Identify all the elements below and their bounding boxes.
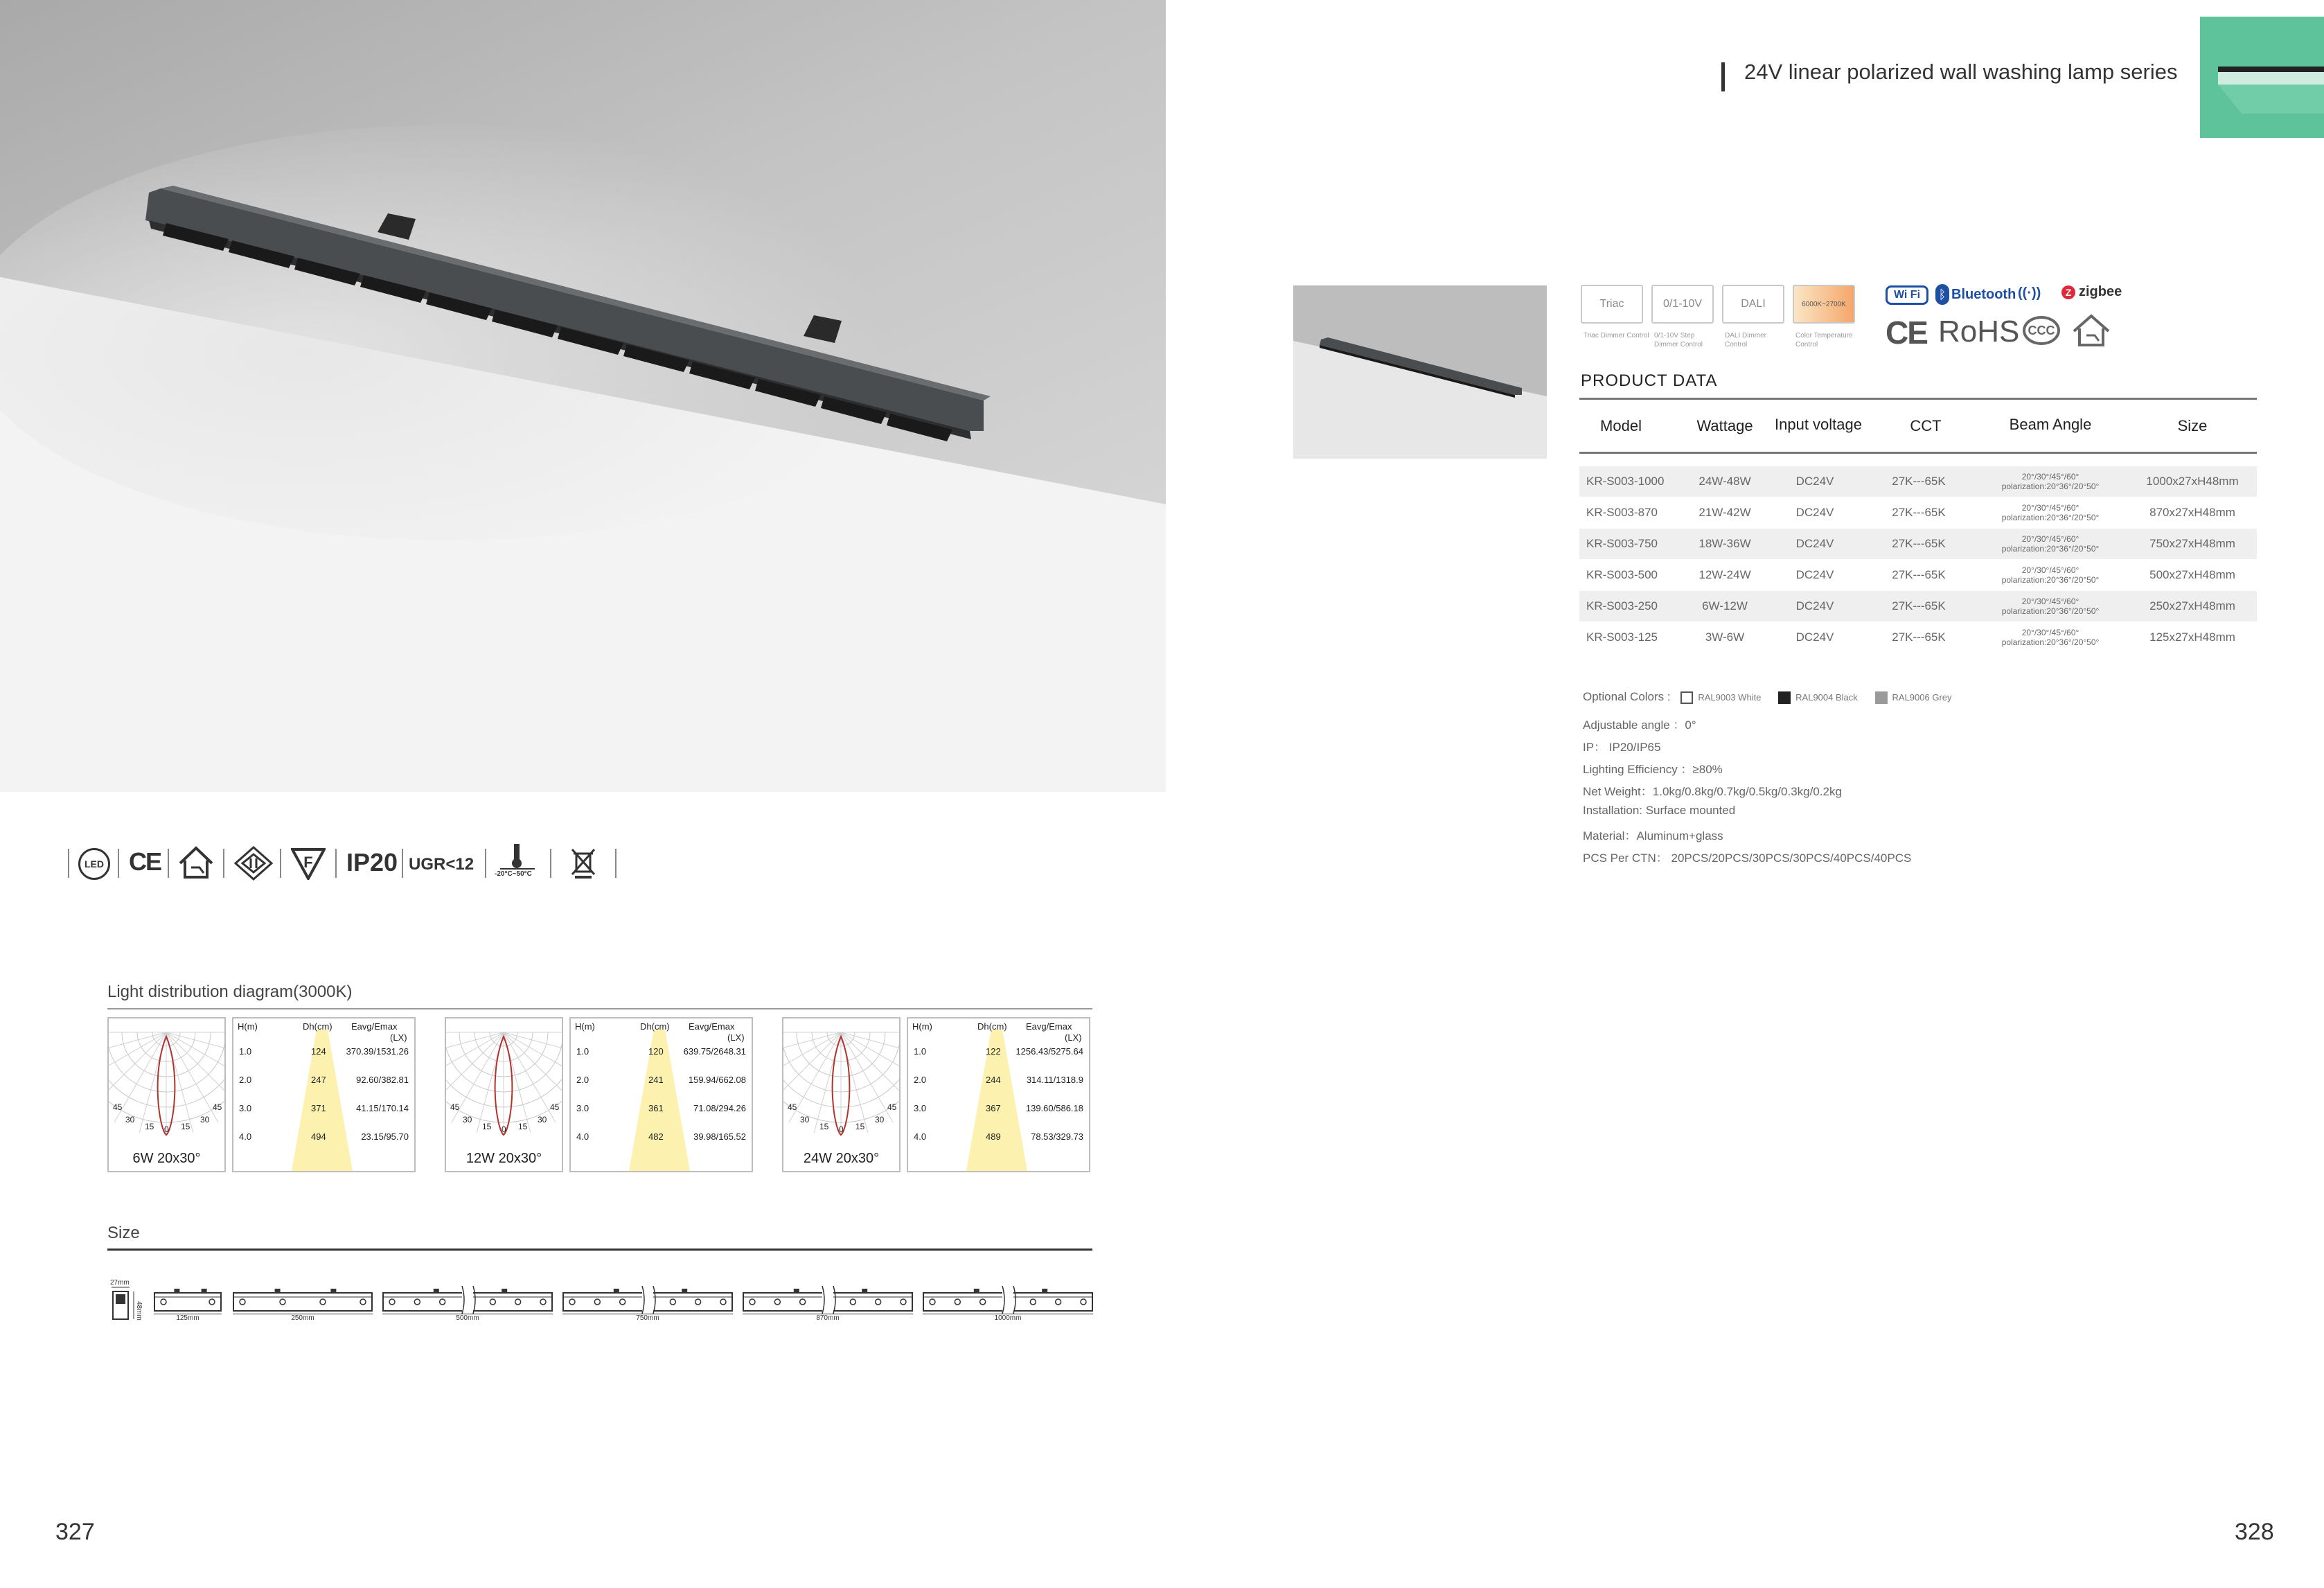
polar-diagram: [445, 1017, 563, 1172]
lamp-outline: [743, 1283, 913, 1314]
tbl-cell-dh: 489: [986, 1131, 1001, 1142]
polar-tick-label: 45: [450, 1102, 460, 1112]
length-dimension: 125mm: [154, 1314, 222, 1322]
polar-tick-label: 45: [788, 1102, 797, 1112]
cell-wattage: 6W-12W: [1702, 599, 1748, 612]
cell-voltage: DC24V: [1795, 599, 1834, 612]
polarization-line: polarization:20°36°/20°50°: [2001, 513, 2100, 522]
length-drawing: [562, 1283, 733, 1323]
step-dimmer-label: 0/1-10V: [1662, 298, 1703, 310]
temperature-text: -20°C~50°C: [495, 870, 532, 878]
polar-tick-label: 45: [887, 1102, 897, 1112]
cert-divider: [223, 849, 224, 878]
page-title: 24V linear polarized wall washing lamp series: [1744, 60, 2178, 84]
tbl-cell-eavg: 41.15/170.14: [356, 1103, 409, 1113]
weee-bin-icon: [569, 847, 597, 883]
triac-label: Triac: [1599, 298, 1624, 310]
tbl-cell-dh: 494: [311, 1131, 326, 1142]
tbl-cell-dh: 371: [311, 1103, 326, 1113]
cell-size: 750x27xH48mm: [2149, 537, 2235, 550]
beam-angle-text: [2002, 597, 2100, 616]
break-line: [833, 1286, 835, 1314]
cell-size: 870x27xH48mm: [2149, 506, 2235, 519]
tbl-h-eavg: Eavg/Emax: [689, 1021, 735, 1032]
polar-tick-label: 0: [839, 1124, 844, 1134]
cell-wattage: 18W-36W: [1698, 537, 1751, 550]
lamp-outline: [562, 1283, 733, 1314]
tbl-cell-h: 3.0: [576, 1103, 589, 1113]
optional-colors-label: Optional Colors :: [1583, 690, 1671, 703]
beam-angle-line: 20°/30°/45°/60°: [2021, 503, 2079, 513]
lamp-lens: [850, 1299, 855, 1305]
tbl-cell-eavg: 639.75/2648.31: [683, 1046, 746, 1057]
zigbee-icon: Z: [2061, 285, 2075, 299]
lamp-lens: [569, 1299, 575, 1305]
wifi-badge: [1886, 285, 1928, 305]
lamp-bracket: [974, 1289, 979, 1293]
lamp-outline: [154, 1283, 222, 1314]
lamp-body: [233, 1293, 372, 1311]
color-swatch-black: [1778, 691, 1791, 704]
ip-rating-icon: IP20: [346, 848, 398, 876]
color-name-white: RAL9003 White: [1698, 692, 1762, 703]
tbl-cell-eavg: 92.60/382.81: [356, 1075, 409, 1085]
tbl-h-unit: (LX): [1065, 1032, 1082, 1043]
tbl-cell-h: 4.0: [576, 1131, 589, 1142]
cross-section-drawing: [107, 1279, 143, 1325]
lamp-lens: [209, 1299, 215, 1305]
zigbee-badge: [2061, 284, 2122, 300]
cert-divider: [615, 849, 617, 878]
cell-wattage: 24W-48W: [1698, 475, 1751, 488]
lamp-lens: [540, 1299, 546, 1305]
table-row: [1579, 560, 2257, 590]
class-ii-icon: [234, 846, 273, 884]
lamp-lens: [490, 1299, 495, 1305]
size-rule: [107, 1249, 1092, 1251]
bluetooth-icon: ᛒ: [1935, 284, 1949, 305]
polar-tick-label: 15: [518, 1122, 528, 1131]
tbl-cell-h: 2.0: [576, 1075, 589, 1085]
tbl-cell-eavg: 71.08/294.26: [693, 1103, 746, 1113]
tbl-cell-dh: 482: [648, 1131, 664, 1142]
polar-plot: [783, 1018, 899, 1150]
dali-label: DALI: [1741, 298, 1766, 310]
cct-caption: Color Temperature Control: [1795, 332, 1853, 349]
polar-tick-label: 0: [502, 1124, 506, 1134]
polar-plot: [446, 1018, 562, 1150]
tbl-h-h: H(m): [238, 1021, 258, 1032]
zigbee-text: zigbee: [2079, 284, 2122, 299]
cell-voltage: DC24V: [1795, 568, 1834, 581]
light-beam: [908, 1018, 1089, 1171]
cell-model: KR-S003-870: [1586, 506, 1658, 519]
cct-label: 6000K~2700K: [1802, 300, 1846, 308]
polar-tick-label: 30: [800, 1115, 810, 1124]
lamp-bracket: [275, 1289, 281, 1293]
break-line: [653, 1286, 655, 1314]
spec-lighting-efficiency: Lighting Efficiency ：≥80%: [1583, 763, 1723, 776]
polarization-line: polarization:20°36°/20°50°: [2001, 544, 2100, 554]
lamp-bracket: [330, 1289, 336, 1293]
table-row: [1579, 497, 2257, 528]
lamp-lens: [749, 1299, 755, 1305]
lamp-lens: [901, 1299, 906, 1305]
bluetooth-text: Bluetooth: [1951, 286, 2016, 302]
color-swatch-white: [1680, 691, 1693, 704]
cert-divider: [335, 849, 337, 878]
polar-tick-label: 0: [164, 1124, 169, 1134]
tbl-cell-h: 2.0: [914, 1075, 927, 1085]
cert-divider: [280, 849, 281, 878]
page-number-right: 328: [2235, 1519, 2274, 1545]
length-dimension: 1000mm: [923, 1314, 1093, 1322]
beam-angle-line: 20°/30°/45°/60°: [2021, 565, 2079, 575]
tbl-cell-h: 3.0: [914, 1103, 927, 1113]
tbl-cell-h: 1.0: [914, 1046, 927, 1057]
ce-mark: CE: [1886, 315, 1927, 351]
ccc-mark-icon: CCC: [2023, 316, 2060, 345]
rohs-mark: RoHS: [1938, 315, 2020, 349]
lamp-bracket: [682, 1289, 687, 1293]
lamp-bracket: [1042, 1289, 1047, 1293]
polar-tick-label: 30: [463, 1115, 472, 1124]
tbl-cell-h: 2.0: [239, 1075, 252, 1085]
lamp-bracket: [174, 1289, 179, 1293]
col-wattage: Wattage: [1696, 417, 1753, 434]
cct-control-box: [1793, 285, 1855, 324]
lamp-lens: [1030, 1299, 1036, 1305]
tbl-cell-eavg: 78.53/329.73: [1031, 1131, 1083, 1142]
tbl-cell-h: 1.0: [576, 1046, 589, 1057]
polar-tick-label: 30: [538, 1115, 547, 1124]
cell-size: 250x27xH48mm: [2149, 599, 2235, 612]
cell-cct: 27K---65K: [1892, 475, 1946, 488]
cert-divider: [402, 849, 403, 878]
cell-wattage: 12W-24W: [1698, 568, 1751, 581]
polar-diagram: [107, 1017, 226, 1172]
polar-tick-label: 15: [145, 1122, 154, 1131]
triac-caption: Triac Dimmer Control: [1584, 332, 1649, 339]
dali-caption: DALI Dimmer Control: [1725, 332, 1767, 349]
svg-text:F: F: [303, 854, 313, 871]
tbl-cell-h: 1.0: [239, 1046, 252, 1057]
wifi-text: Wi Fi: [1893, 289, 1921, 301]
lamp-lens: [670, 1299, 675, 1305]
tbl-cell-eavg: 159.94/662.08: [688, 1075, 746, 1085]
house-cert-icon: [2071, 313, 2111, 351]
tbl-cell-dh: 122: [986, 1046, 1001, 1057]
tbl-h-dh: Dh(cm): [640, 1021, 670, 1032]
length-drawing: [923, 1283, 1093, 1323]
beam-angle-text: [2002, 534, 2100, 554]
cell-model: KR-S003-750: [1586, 537, 1658, 550]
tbl-cell-eavg: 1256.43/5275.64: [1015, 1046, 1083, 1057]
tbl-h-unit: (LX): [390, 1032, 407, 1043]
tbl-cell-dh: 124: [311, 1046, 326, 1057]
step-dimmer-control-box: [1651, 285, 1714, 324]
length-dimension: 750mm: [562, 1314, 733, 1322]
polarization-line: polarization:20°36°/20°50°: [2001, 575, 2100, 585]
spec-pcs-per-ctn: PCS Per CTN： 20PCS/20PCS/30PCS/30PCS/40PCS/40PCS: [1583, 852, 1912, 865]
cert-divider: [118, 849, 119, 878]
tbl-cell-eavg: 314.11/1318.9: [1026, 1075, 1083, 1085]
cell-beam-angle: [1981, 497, 2120, 528]
length-drawing: [382, 1283, 553, 1323]
lamp-lens: [280, 1299, 285, 1305]
tbl-cell-dh: 247: [311, 1075, 326, 1085]
polar-tick-label: 30: [200, 1115, 210, 1124]
tbl-cell-h: 3.0: [239, 1103, 252, 1113]
lamp-lens: [620, 1299, 626, 1305]
cert-divider: [550, 849, 551, 878]
col-cct: CCT: [1910, 417, 1942, 434]
lamp-lens: [440, 1299, 445, 1305]
beam-angle-text: [2002, 503, 2100, 522]
lamp-lens: [720, 1299, 726, 1305]
color-swatch-grey: [1875, 691, 1888, 704]
beam-angle-line: 20°/30°/45°/60°: [2021, 472, 2079, 482]
table-row: [1579, 466, 2257, 497]
header-divider: [1721, 62, 1725, 91]
zwave-icon: ((·)): [2018, 285, 2041, 301]
tbl-cell-h: 4.0: [239, 1131, 252, 1142]
product-data-rule-header: [1579, 452, 2257, 454]
tbl-cell-dh: 241: [648, 1075, 664, 1085]
lamp-lens: [161, 1299, 166, 1305]
lamp-outline: [233, 1283, 373, 1314]
tbl-cell-eavg: 39.98/165.52: [693, 1131, 746, 1142]
table-row: [1579, 529, 2257, 559]
cell-voltage: DC24V: [1795, 475, 1834, 488]
polar-plot: [109, 1018, 224, 1150]
length-drawing: [233, 1283, 373, 1323]
lamp-lens: [955, 1299, 960, 1305]
cell-model: KR-S003-125: [1586, 630, 1658, 644]
col-beam-angle: Beam Angle: [2009, 416, 2092, 433]
diagram-label: 12W 20x30°: [465, 1151, 542, 1166]
lamp-lens: [1081, 1299, 1086, 1305]
step-dimmer-caption: 0/1-10V Step Dimmer Control: [1654, 332, 1703, 349]
product-photo: [0, 0, 1166, 792]
illuminance-table: [907, 1017, 1090, 1172]
triac-control-box: [1581, 285, 1643, 324]
cert-divider: [68, 849, 69, 878]
lamp-lens: [414, 1299, 420, 1305]
cell-model: KR-S003-500: [1586, 568, 1658, 581]
polar-tick-label: 45: [213, 1102, 222, 1112]
lamp-lens: [320, 1299, 326, 1305]
length-dimension: 250mm: [233, 1314, 373, 1322]
polar-tick-label: 30: [125, 1115, 135, 1124]
col-input-voltage: Input voltage: [1775, 416, 1862, 433]
series-thumbnail: [2200, 17, 2324, 138]
temperature-icon: [493, 842, 542, 881]
cell-model: KR-S003-250: [1586, 599, 1658, 612]
lamp-body: [154, 1293, 221, 1311]
tbl-h-unit: (LX): [727, 1032, 745, 1043]
light-distribution-rule: [107, 1008, 1092, 1009]
lamp-bracket: [794, 1289, 799, 1293]
beam-angle-text: [2002, 472, 2100, 491]
cell-beam-angle: [1981, 529, 2120, 559]
tbl-h-h: H(m): [575, 1021, 595, 1032]
spec-net-weight: Net Weight：1.0kg/0.8kg/0.7kg/0.5kg/0.3kg/0.2kg: [1583, 785, 1842, 798]
tbl-cell-h: 4.0: [914, 1131, 927, 1142]
cell-cct: 27K---65K: [1892, 568, 1946, 581]
length-drawing: [154, 1283, 222, 1323]
tbl-cell-eavg: 23.15/95.70: [361, 1131, 409, 1142]
lamp-lens: [930, 1299, 935, 1305]
cell-voltage: DC24V: [1795, 506, 1834, 519]
cell-cct: 27K---65K: [1892, 537, 1946, 550]
cell-beam-angle: [1981, 591, 2120, 621]
beam-angle-line: 20°/30°/45°/60°: [2021, 534, 2079, 544]
ce-cert-icon: CE: [129, 847, 161, 876]
bluetooth-badge: [1935, 284, 2016, 305]
tbl-h-dh: Dh(cm): [303, 1021, 332, 1032]
cell-cct: 27K---65K: [1892, 506, 1946, 519]
page-number-left: 327: [55, 1519, 95, 1545]
section-depth-label: 48mm: [135, 1301, 143, 1321]
product-data-title: PRODUCT DATA: [1581, 371, 1718, 390]
table-row: [1579, 591, 2257, 621]
illuminance-table: [232, 1017, 416, 1172]
color-name-black: RAL9004 Black: [1795, 692, 1858, 703]
polar-tick-label: 30: [875, 1115, 885, 1124]
lamp-bracket: [862, 1289, 867, 1293]
polar-tick-label: 15: [855, 1122, 865, 1131]
tbl-h-dh: Dh(cm): [977, 1021, 1007, 1032]
lamp-bracket: [434, 1289, 439, 1293]
light-beam: [233, 1018, 414, 1171]
tbl-cell-eavg: 139.60/586.18: [1025, 1103, 1083, 1113]
lamp-lens: [774, 1299, 780, 1305]
f-mark-icon: [291, 847, 326, 883]
break-line: [473, 1286, 475, 1314]
cell-size: 1000x27xH48mm: [2146, 475, 2239, 488]
lamp-outline: [382, 1283, 553, 1314]
beam-angle-text: [2002, 565, 2100, 585]
polar-tick-label: 45: [550, 1102, 560, 1112]
spec-material: Material：Aluminum+glass: [1583, 829, 1723, 842]
lamp-lens: [800, 1299, 806, 1305]
tbl-h-h: H(m): [912, 1021, 932, 1032]
cell-beam-angle: [1981, 622, 2120, 653]
lamp-bracket: [502, 1289, 507, 1293]
lamp-lens: [695, 1299, 701, 1305]
col-size: Size: [2177, 417, 2208, 434]
polarization-line: polarization:20°36°/20°50°: [2001, 637, 2100, 647]
diagram-label: 6W 20x30°: [132, 1151, 201, 1166]
cell-wattage: 21W-42W: [1698, 506, 1751, 519]
lamp-lens: [594, 1299, 600, 1305]
section-height-label: 27mm: [110, 1279, 130, 1287]
size-title: Size: [107, 1224, 140, 1242]
spec-adjustable-angle: Adjustable angle ：0°: [1583, 718, 1696, 732]
tbl-h-eavg: Eavg/Emax: [1026, 1021, 1072, 1032]
lamp-lens: [876, 1299, 881, 1305]
spec-ip: IP： IP20/IP65: [1583, 741, 1661, 754]
length-dimension: 870mm: [743, 1314, 913, 1322]
lamp-lens: [240, 1299, 245, 1305]
lamp-bracket: [202, 1289, 207, 1293]
length-drawing: [743, 1283, 913, 1323]
beam-angle-text: [2002, 628, 2100, 647]
cell-cct: 27K---65K: [1892, 599, 1946, 612]
break-line: [1013, 1286, 1015, 1314]
cell-beam-angle: [1981, 466, 2120, 497]
beam-angle-line: 20°/30°/45°/60°: [2021, 597, 2079, 606]
tbl-cell-dh: 367: [986, 1103, 1001, 1113]
beam-angle-line: 20°/30°/45°/60°: [2021, 628, 2079, 637]
ugr-rating-icon: UGR<12: [409, 855, 474, 874]
tbl-h-eavg: Eavg/Emax: [351, 1021, 398, 1032]
house-cert-icon: [177, 845, 215, 883]
tbl-cell-dh: 361: [648, 1103, 664, 1113]
light-distribution-title: Light distribution diagram(3000K): [107, 982, 353, 1001]
lamp-lens: [515, 1299, 521, 1305]
lamp-lens: [980, 1299, 986, 1305]
spec-installation: Installation: Surface mounted: [1583, 804, 1736, 817]
polar-tick-label: 15: [181, 1122, 190, 1131]
col-model: Model: [1600, 417, 1642, 434]
tbl-cell-dh: 120: [648, 1046, 664, 1057]
light-beam: [571, 1018, 752, 1171]
diagram-label: 24W 20x30°: [803, 1151, 880, 1166]
led-icon: LED: [78, 848, 110, 880]
cell-wattage: 3W-6W: [1705, 630, 1745, 644]
cell-model: KR-S003-1000: [1586, 475, 1665, 488]
product-data-rule-top: [1579, 398, 2257, 400]
polar-diagram: [782, 1017, 901, 1172]
table-row: [1579, 622, 2257, 653]
cell-voltage: DC24V: [1795, 630, 1834, 644]
dali-control-box: [1722, 285, 1784, 324]
lamp-lens: [1056, 1299, 1061, 1305]
optional-colors: [1583, 690, 1966, 704]
lamp-bracket: [614, 1289, 619, 1293]
tbl-cell-dh: 244: [986, 1075, 1001, 1085]
lamp-lens: [360, 1299, 366, 1305]
cert-divider: [485, 849, 486, 878]
cell-voltage: DC24V: [1795, 537, 1834, 550]
polarization-line: polarization:20°36°/20°50°: [2001, 606, 2100, 616]
cert-divider: [168, 849, 169, 878]
length-dimension: 500mm: [382, 1314, 553, 1322]
lamp-lens: [389, 1299, 395, 1305]
tbl-cell-eavg: 370.39/1531.26: [346, 1046, 409, 1057]
illuminance-table: [569, 1017, 753, 1172]
cell-size: 125x27xH48mm: [2149, 630, 2235, 644]
product-thumbnail: [1293, 285, 1547, 459]
polar-tick-label: 45: [113, 1102, 123, 1112]
cell-cct: 27K---65K: [1892, 630, 1946, 644]
polar-tick-label: 15: [482, 1122, 492, 1131]
polarization-line: polarization:20°36°/20°50°: [2001, 482, 2100, 491]
polar-tick-label: 15: [819, 1122, 829, 1131]
color-name-grey: RAL9006 Grey: [1892, 692, 1952, 703]
cell-size: 500x27xH48mm: [2149, 568, 2235, 581]
cell-beam-angle: [1981, 560, 2120, 590]
lamp-outline: [923, 1283, 1093, 1314]
